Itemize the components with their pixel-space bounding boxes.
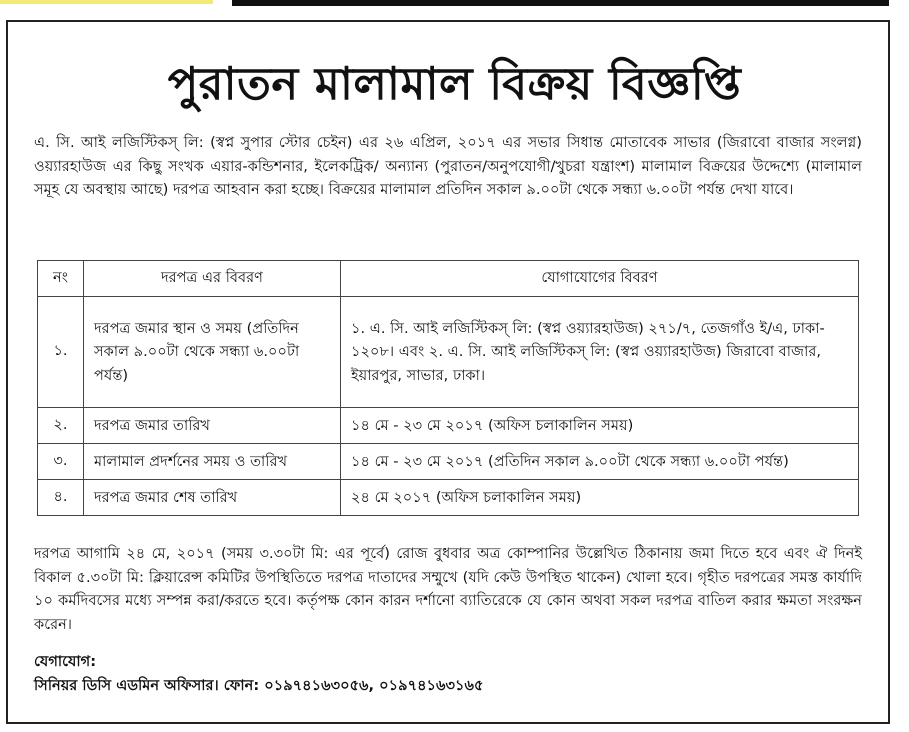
table-row (38, 444, 859, 480)
header-contact-details: যোগাযোগের বিবরণ (341, 261, 859, 297)
top-accent-bar (0, 0, 213, 4)
row-description: মালামাল প্রদর্শনের সময় ও তারিখ (84, 444, 341, 480)
row-number: ৩. (38, 444, 84, 480)
top-black-bar (232, 0, 889, 6)
row-detail: ২৪ মে ২০১৭ (অফিস চলাকালিন সময়) (341, 480, 859, 516)
row-number: ১. (38, 297, 84, 408)
contact-line: সিনিয়র ডিসি এডমিন অফিসার। ফোন: ০১৯৭৪১৬৩০৫৬, ০১৯৭৪১৬৩১৬৫ (34, 677, 484, 694)
row-detail: ১. এ. সি. আই লজিস্টিকস্ লি: (স্বপ্ন ওয়্যারহাউজ) ২৭১/৭, তেজগাঁও ই/এ, ঢাকা- ১২০৮। এবং ২. এ. সি. আই লজিস্টিকস্ লি: (স্বপ্ন ওয়্যারহাউজ) জিরাবো বাজার, ইয়ারপুর, সাভার, ঢাকা। (341, 297, 859, 408)
row-detail: ১৪ মে - ২৩ মে ২০১৭ (প্রতিদিন সকাল ৯.০০টা থেকে সন্ধ্যা ৬.০০টা পর্যন্ত) (341, 444, 859, 480)
row-description: দরপত্র জমার স্থান ও সময় (প্রতিদিন সকাল ৯.০০টা থেকে সন্ধ্যা ৬.০০টা পর্যন্ত) (84, 297, 341, 408)
header-description: দরপত্র এর বিবরণ (84, 261, 341, 297)
contact-heading: যেগাযোগ: (34, 653, 97, 670)
table-row (38, 408, 859, 444)
table-row (38, 480, 859, 516)
closing-paragraph: দরপত্র আগামি ২৪ মে, ২০১৭ (সময় ৩.৩০টা মি: এর পূর্বে) রোজ বুধবার অত্র কোম্পানির উল্লেখিত ঠিকানায় জমা দিতে হবে এবং ঐ দিনই বিকাল ৫.৩০টা মি: ক্লিয়ারেন্স কমিটির উপস্থিতিতে দরপত্র দাতাদের সম্মুখে (যদি কেউ উপস্থিত থাকেন) খোলা হবে। গৃহীত দরপত্রের সমস্ত কার্যাদি ১০ কর্মদিবসের মধ্যে সম্পন্ন করা/করতে হবে। কর্তৃপক্ষ কোন কারন দর্শানো ব্যাতিরেকে যে কোন অথবা সকল দরপত্র বাতিল করার ক্ষমতা সংরক্ষন করেন। (34, 545, 862, 633)
intro-paragraph: এ. সি. আই লজিস্টিকস্ লি: (স্বপ্ন সুপার স্টোর চেইন) এর ২৬ এপ্রিল, ২০১৭ এর সভার সিধান্ত মোতাবেক সাভার (জিরাবো বাজার সংলগ্ন) ওয়্যারহাউজ এর কিছু সংখক এয়ার-কন্ডিশনার, ইলেকট্রিক/ অন্যান্য (পুরাতন/অনুপযোগী/খুচরা যন্ত্রাংশ) মালামাল বিক্রয়ের উদ্দেশ্যে (মালামাল সমূহ যে অবস্থায় আছে) দরপত্র আহবান করা হচ্ছে। বিক্রয়ের মালামাল প্রতিদিন সকাল ৯.০০টা থেকে সন্ধ্যা ৬.০০টা পর্যন্ত দেখা যাবে। (34, 134, 862, 198)
row-detail: ১৪ মে - ২৩ মে ২০১৭ (অফিস চলাকালিন সময়) (341, 408, 859, 444)
tender-table (37, 260, 859, 516)
header-no: নং (38, 261, 84, 297)
row-description: দরপত্র জমার তারিখ (84, 408, 341, 444)
row-number: ২. (38, 408, 84, 444)
row-number: ৪. (38, 480, 84, 516)
table-row (38, 297, 859, 408)
contact-block (34, 650, 483, 698)
row-description: দরপত্র জমার শেষ তারিখ (84, 480, 341, 516)
table-header-row (38, 261, 859, 297)
notice-title: পুরাতন মালামাল বিক্রয় বিজ্ঞপ্তি (167, 57, 742, 110)
